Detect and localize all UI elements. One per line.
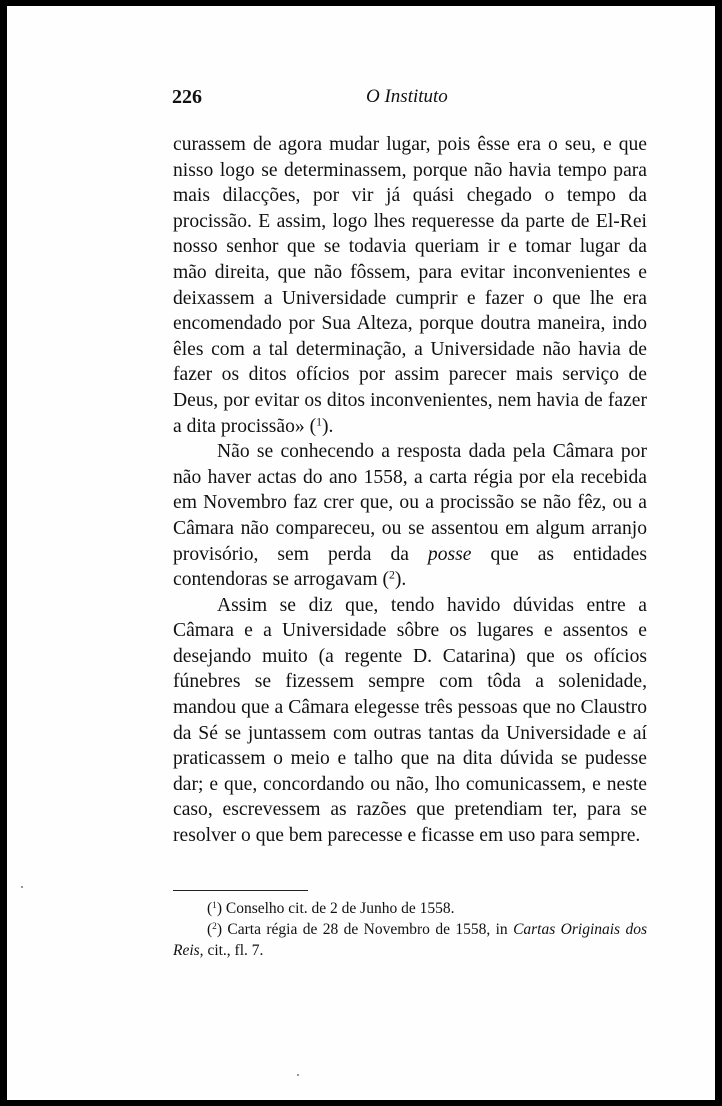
footnote-2-rest: cit., fl. 7. — [203, 942, 264, 959]
page-header — [170, 86, 650, 114]
paragraph-2 — [173, 439, 647, 593]
footnote-ref-2: 2 — [388, 568, 395, 582]
paragraph-2-text-before: Não se conhecendo a resposta dada pela Câmara por não haver actas do ano 1558, a carta régia por ela recebida em Novembro faz crer que, ou a procissão se não fêz, ou a Câmara não compareceu, ou se assentou em algum arranjo provisório, sem perda da — [173, 441, 647, 565]
footnote-2-source: Cartas Originais dos Reis, — [173, 921, 648, 959]
paragraph-3-text: Assim se diz que, tendo havido dúvidas entre a Câmara e a Universidade sôbre os lugares e assentos e desejando muito (a regente D. Catarina) que os ofícios fúnebres se fizessem sempre com tôda a solenidade, mandou que a Câmara elegesse três pessoas que no Claustro da Sé se juntassem com outras tantas da Universidade e aí praticassem o meio e talho que na dita dúvida se pudesse dar; e que, concordando ou não, lho comunicassem, e neste caso, escrevessem as razões que pretendiam ter, para se resolver o que bem parecesse e ficasse em uso para sempre. — [173, 594, 647, 847]
paper-speck — [297, 1074, 299, 1076]
footnote-1: ($^1$) Conselho cit. de 2 de Junho de 1558. — [207, 900, 455, 917]
paragraph-2-text-after: que as entidades contendoras se arrogavam ( — [173, 543, 647, 591]
footnote-ref-1: 1 — [316, 415, 322, 429]
book-page — [7, 6, 715, 1100]
page-number: 226 — [172, 86, 202, 108]
paragraph-1-text: curassem de agora mudar lugar, pois êsse era o seu, e que nisso logo se determinassem, porque não havia tempo para mais dilacções, por vir já quási chegado o tempo da procissão. E assim, logo lhes requeresse da parte de El-Rei nosso senhor que se todavia queriam ir e tomar lugar da mão direita, que não fôssem, para evitar inconvenientes e deixassem a Universidade cumprir e fazer o que lhe era encomendado por Sua Alteza, porque doutra maneira, indo êles com a tal determinação, a Universidade não havia de fazer os ditos ofícios por assim parecer mais serviço de Deus, por evitar os ditos inconvenientes, nem havia de fazer a dita procissão» ( — [173, 134, 647, 437]
footnotes — [173, 898, 647, 961]
footnote-1-mark: 1 — [212, 900, 217, 911]
paragraph-1 — [173, 132, 647, 439]
footnote-2-mark: 2 — [212, 921, 217, 932]
paper-speck — [21, 886, 23, 888]
running-title: O Instituto — [366, 86, 448, 107]
footnote-rule — [173, 890, 308, 891]
footnote-2: ($^2$) Carta régia de 28 de Novembro de 1558, in Cartas Originais dos Reis, cit., fl. 7. — [173, 921, 648, 959]
paragraph-2-end: ). — [394, 569, 407, 591]
paragraph-3 — [173, 593, 647, 849]
emphasis-posse: posse — [427, 543, 472, 565]
body-text — [173, 132, 647, 849]
footnote-1-text: Conselho cit. de 2 de Junho de 1558. — [225, 900, 455, 917]
footnote-2-text: Carta régia de 28 de Novembro de 1558, in — [227, 921, 514, 938]
paragraph-1-end: ). — [321, 415, 334, 437]
